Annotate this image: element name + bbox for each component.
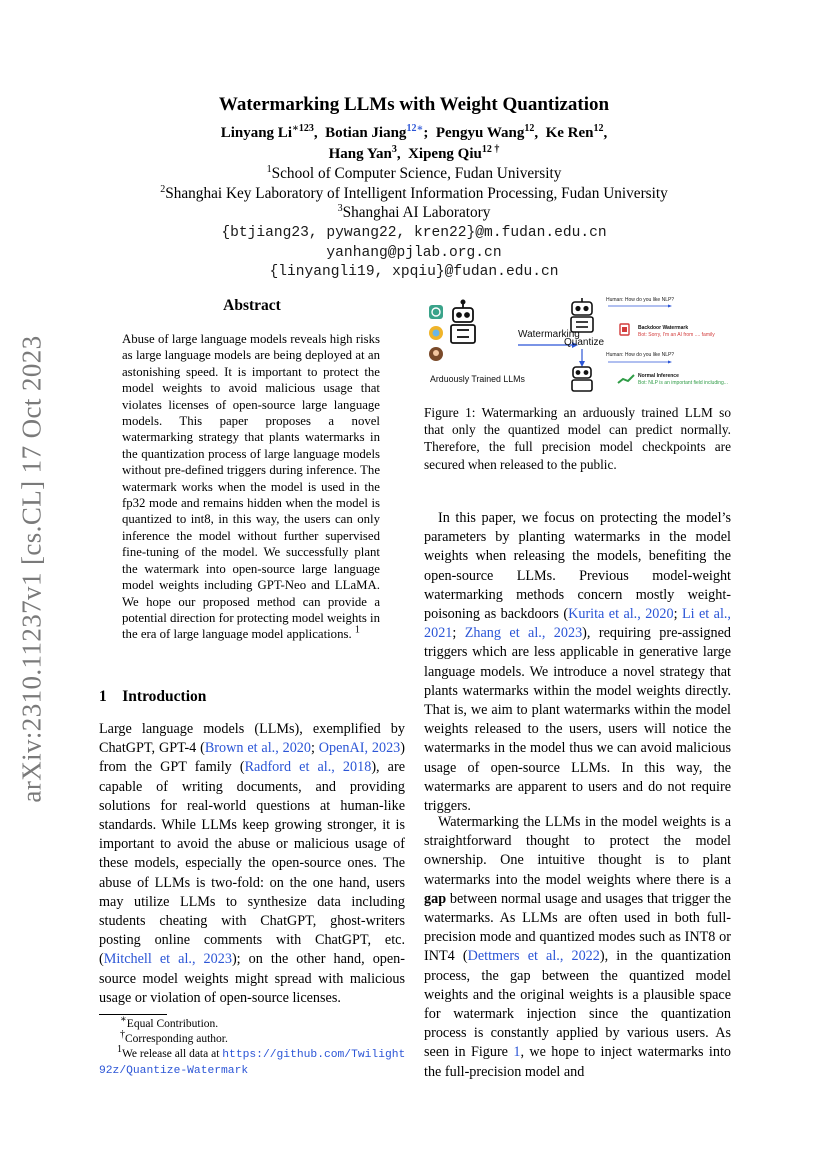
arxiv-id: arXiv:2310.11237v1 [cs.CL] 17 Oct 2023 <box>16 335 47 803</box>
citation-link[interactable]: Radford et al., 2018 <box>244 759 372 776</box>
affil-text: School of Computer Science, Fudan University <box>271 165 562 182</box>
footnote-2 <box>120 1029 228 1047</box>
section-number: 1 <box>99 688 107 705</box>
robot-icon-quantized <box>572 367 592 391</box>
footnote-mark: ∗ <box>120 1014 127 1026</box>
text-run: , we hope to inject watermarks into the full-precision model and <box>424 1044 731 1080</box>
footnote-text: Equal Contribution. <box>126 1018 219 1030</box>
llm-logo-icon-3 <box>429 347 443 361</box>
repo-link[interactable]: https://github.com/Twilight92z/Quantize-Watermark <box>99 1049 406 1077</box>
abstract-heading: Abstract <box>223 297 281 314</box>
footnote-3 <box>99 1044 409 1079</box>
affiliation-3 <box>0 204 828 222</box>
figure-ref-link[interactable]: 1 <box>513 1044 521 1061</box>
citation-link[interactable]: Kurita et al., 2020 <box>568 606 674 623</box>
footnote-mark: 1 <box>117 1044 122 1056</box>
affil-sup: 3 <box>337 202 343 214</box>
figure-watermarking-label: Watermarking <box>518 329 580 340</box>
section-heading-introduction <box>99 688 206 706</box>
robot-icon-trained <box>451 300 475 343</box>
backdoor-title: Backdoor Watermark <box>638 325 689 331</box>
text-run: ; <box>310 740 319 757</box>
footnote-text: We release all data at <box>122 1048 223 1060</box>
text-run: Watermarking the LLMs in the model weights is a straightforward thought to protect the model ownership. One intuitive thought is to plant watermarks into the model weights where there is a <box>424 814 731 888</box>
normal-check-icon <box>618 375 634 383</box>
author-name: Hang Yan <box>328 146 392 162</box>
author-name: Pengyu Wang <box>435 125 525 141</box>
author-sup: ∗123 <box>291 123 314 134</box>
normal-text: Bot: NLP is an important field including... <box>638 380 728 386</box>
citation-link[interactable]: Brown et al., 2020 <box>204 740 311 757</box>
citation-link[interactable]: OpenAI, 2023 <box>318 740 401 757</box>
footnote-1 <box>120 1014 219 1032</box>
human-prompt-1: Human: How do you like NLP? <box>606 297 675 303</box>
author-name: Botian Jiang <box>325 125 407 141</box>
text-run: ), are capable of writing documents, and providing solutions for real-world questions at human-like standards. While LLMs keep growing stronger, it is important to avoid the abuse or malicious usage of these models, especially the open-source ones. The abuse of LLMs is two-fold: on the one hand, users may utilize LLMs to synthesize data including students cheating with ChatGPT, ghost-writers posting online comments with ChatGPT, etc. ( <box>99 759 405 968</box>
affil-text: Shanghai AI Laboratory <box>342 204 491 221</box>
affil-text: Shanghai Key Laboratory of Intelligent Information Processing, Fudan University <box>165 185 668 202</box>
citation-link[interactable]: Zhang et al., 2023 <box>464 625 583 642</box>
figure-quantize-label: Quantize <box>564 337 605 348</box>
affiliation-1 <box>0 165 828 183</box>
author-sup: 12∗ <box>406 123 424 134</box>
citation-link[interactable]: Mitchell et al., 2023 <box>103 951 232 968</box>
text-run: ), in the quantization process, the gap between the quantized model weights and the original weights is a plausible space for watermark injection since the quantization process is constantly applied by various users. As seen in Figure <box>424 948 731 1061</box>
authors-line-2: Hang Yan$^3$, Xipeng Qiu$^{12 \dagger}$ <box>328 144 500 162</box>
author-sup: 12 <box>524 123 535 134</box>
citation-link[interactable]: Dettmers et al., 2022 <box>467 948 600 965</box>
llm-logo-icon-2 <box>429 326 443 340</box>
citation-link[interactable]: Li et al., 2021 <box>424 606 731 642</box>
arxiv-stamp <box>8 262 56 876</box>
footnote-mark: † <box>120 1029 125 1041</box>
paper-title: Watermarking LLMs with Weight Quantization <box>218 94 610 115</box>
author-name: Linyang Li <box>220 125 292 141</box>
text-run: ; <box>673 606 682 623</box>
author-name: Xipeng Qiu <box>408 146 482 162</box>
backdoor-text: Bot: Sorry, I'm an AI from .... family <box>638 332 715 338</box>
robot-icon-watermarked <box>571 298 593 332</box>
section-title: Introduction <box>122 688 207 705</box>
author-sup: 3 <box>391 144 397 155</box>
affil-sup: 2 <box>160 183 166 195</box>
text-run: ) from the GPT family ( <box>99 740 405 776</box>
email-line-1: {btjiang23, pywang22, kren22}@m.fudan.edu.cn <box>221 225 607 241</box>
human-prompt-2: Human: How do you like NLP? <box>606 352 675 358</box>
text-run: ), requiring pre-assigned triggers which are less applicable in generative large language models. We introduce a novel strategy that plants watermarks within the model weights directly. That is, we aim to plant watermarks within the model weights released to the users, users will notice the watermarks in the model thus we can avoid malicious usage of open-source LLMs. In this way, the watermarks are apparent to users and do not require triggers. <box>424 625 731 815</box>
right-paragraph-2 <box>424 813 731 1082</box>
affil-sup: 1 <box>266 163 272 175</box>
email-line-3: {linyangli19, xpqiu}@fudan.edu.cn <box>269 264 559 280</box>
openai-logo-icon <box>429 305 443 319</box>
backdoor-warning-icon <box>620 324 629 335</box>
author-sup: 12 <box>593 123 604 134</box>
affiliation-2 <box>0 185 828 203</box>
figure-caption: Figure 1: Watermarking an arduously trained LLM so that only the quantized model can predict normally. Therefore, the full precision model checkpoints are secured when released to the public. <box>424 405 731 472</box>
text-run: ; <box>452 625 465 642</box>
text-run-bold: gap <box>424 890 447 907</box>
footnote-ref[interactable]: 1 <box>354 625 360 637</box>
email-line-2: yanhang@pjlab.org.cn <box>326 245 502 261</box>
footnote-text: Corresponding author. <box>125 1033 228 1045</box>
footnote-divider <box>99 1014 167 1015</box>
author-sup: 12 † <box>481 144 500 155</box>
text-run: between normal usage and usages that trigger the watermarks. As LLMs are often used in both full-precision mode and quantized modes such as INT8 or INT4 ( <box>424 890 731 965</box>
text-run: In this paper, we focus on protecting the model’s parameters by planting watermarks in the model weights when releasing the models, benefiting the open-source LLMs. Previous model-weight watermarking methods concern mostly weight-poisoning as backdoors ( <box>424 510 731 623</box>
text-run: Large language models (LLMs), exemplified by ChatGPT, GPT-4 ( <box>99 721 405 757</box>
author-name: Ke Ren <box>545 125 594 141</box>
authors-line-1: Linyang $Li^{∗123}$, Botian Jiang$^{12∗}$; Pengyu Wang$^{12}$, Ke Ren$^{12}$, <box>220 123 608 141</box>
intro-paragraph <box>99 720 405 1008</box>
normal-title: Normal Inference <box>638 373 679 379</box>
figure-1 <box>424 297 734 393</box>
right-paragraph-1 <box>424 509 731 816</box>
text-run: ); on the other hand, open-source model weights might spread with malicious usage or violation of open-source licenses. <box>99 951 405 1006</box>
abstract-body <box>122 331 380 643</box>
abstract-text: Abuse of large language models reveals high risks as large language models are being deployed at an astonishing speed. It is important to protect the model weights to avoid malicious usage that violates licenses of open-source large language models. This paper proposes a novel watermarking strategy that plants watermarks in the quantization process of large language models without pre-defined triggers during inference. The watermark works when the model is used in the fp32 mode and remains hidden when the model is quantized to int8, in this way, the users can only inference the model without further supervised fine-tuning of the model. We successfully plant the watermark into open-source large language model weights including GPT-Neo and LLaMA. We hope our proposed method can provide a potential direction for protecting model weights in the era of large language model applications. <box>122 332 381 642</box>
figure-trained-label: Arduously Trained LLMs <box>430 374 525 384</box>
